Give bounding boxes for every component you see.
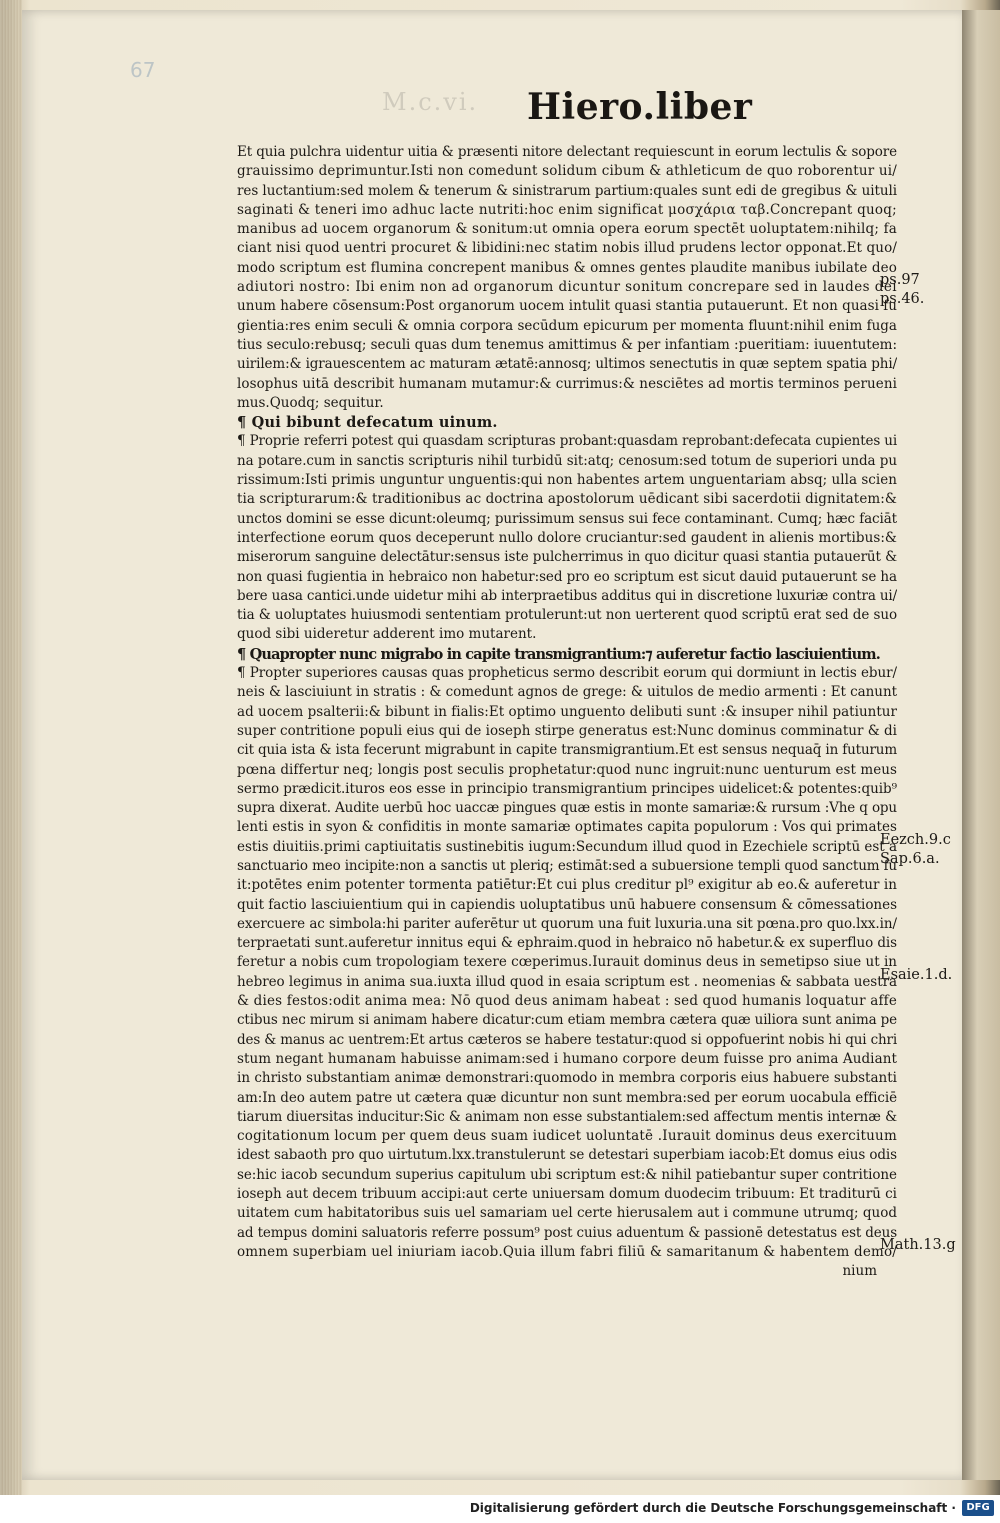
text-line: saginati & teneri imo adhuc lacte nutriti:hoc enim significat μοσχάρια ταβ.Concrepant quoq;	[237, 201, 897, 218]
text-line: pœna differtur neq; longis post seculis prophetatur:quod nunc ingruit:nunc uenturum est meus	[237, 761, 897, 778]
text-line: se:hic iacob secundum superius capitulum ubi scriptum est:& nihil patiebantur super contritione	[237, 1166, 897, 1183]
dfg-logo: DFG	[962, 1500, 994, 1516]
text-line: am:In deo autem patre ut cætera quæ dicuntur non sunt membra:sed per eorum uocabula efficiē	[237, 1089, 897, 1106]
text-column	[237, 143, 897, 1282]
text-line: sanctuario meo incipite:non a sanctis ut pleriq; estimāt:sed a subuersione templi quod sanctum fu	[237, 857, 897, 874]
text-line: it:potētes enim potenter tormenta patiētur:Et cui plus creditur pl⁹ exigitur ab eo.& auferetur in	[237, 877, 897, 894]
text-line: exercuere ac simbola:hi pariter auferētur ut quorum una fuit luxuria.una sit pœna.pro quo.lxx.in/	[237, 915, 897, 932]
catchword: nium	[842, 1263, 877, 1280]
text-line: cogitationum locum per quem deus suam iudicet uoluntatē .Iurauit dominus deus exercituum	[237, 1128, 897, 1145]
text-line: tia scripturarum:& traditionibus ac doctrina apostolorum uēdicant sibi sacerdotii dignitatem:&	[237, 491, 897, 508]
text-line: mus.Quodq; sequitur.	[237, 394, 384, 411]
bleed-through-header: M.c.vi.	[382, 88, 479, 116]
text-line: omnem superbiam uel iniuriam iacob.Quia illum fabri filiū & samaritanum & habentem demo/	[237, 1243, 897, 1260]
text-line: unum habere cōsensum:Post organorum uocem intulit quasi stantia putauerunt. Et non quasi fu	[237, 298, 897, 315]
running-head: Hiero.liber	[527, 86, 753, 128]
text-line: unctos domini se esse dicunt:oleumq; purissimum sensus sui fece contaminant. Cumq; hæc faciāt	[237, 510, 897, 527]
text-line: tius seculo:rebusq; seculi quas dum tenemus amittimus & per infantiam :pueritiam: iuuentutem:	[237, 336, 897, 353]
section-heading: ¶ Quapropter nunc migrabo in capite transmigrantium:⁊ auferetur factio lasciuientium.	[237, 645, 880, 663]
text-line: super contritione populi eius qui de ioseph stirpe generatus est:Nunc dominus comminatur & di	[237, 722, 897, 739]
text-line: interfectione eorum quos deceperunt nullo dolore cruciantur:sed gaudent in alienis mortibus:&	[237, 529, 897, 546]
text-line: uitatem cum habitatoribus suis uel samariam uel certe hierusalem aut i commune utrumq; quod	[237, 1205, 897, 1222]
text-line: bere uasa cantici.unde uidetur mihi ab interpraetibus additus qui in discretione luxuriæ contra ui/	[237, 587, 897, 604]
text-line: lenti estis in syon & confiditis in monte samariæ optimates capita populorum : Vos qui primates	[237, 819, 897, 836]
text-line: miserorum sanguine delectātur:sensus iste pulcherrimus in quo dicitur quasi stantia putauerūt &	[237, 549, 897, 566]
text-line: ctibus nec mirum si animam habere dicatur:cum etiam membra cætera quæ uiliora sunt anima pe	[237, 1012, 897, 1029]
text-line: losophus uitā describit humanam mutamur:& currimus:& nesciētes ad mortis terminos perueni	[237, 375, 897, 392]
page-edges-left	[0, 0, 22, 1495]
margin-reference: Esaie.1.d.	[880, 966, 953, 983]
text-line: modo scriptum est flumina concrepent manibus & omnes gentes plaudite manibus iubilate deo	[237, 259, 897, 276]
text-line: in christo substantiam animæ demonstrari:quomodo in membra corporis eius habuere substanti	[237, 1070, 897, 1087]
text-line: ad uocem psalterii:& bibunt in fialis:Et optimo unguento delibuti sunt :& insuper nihil patiuntur	[237, 703, 897, 720]
text-line: stum negant humanam habuisse animam:sed i humano corpore deum fuisse pro anima Audiant	[237, 1050, 897, 1067]
text-line: rissimum:Isti primis unguntur unguentis:qui non habentes artem unguentariam absq; ulla scien	[237, 472, 897, 489]
text-line: ad tempus domini saluatoris referre possum⁹ post cuius aduentum & passionē detestatus est deus	[237, 1224, 897, 1241]
margin-reference: Eezch.9.c	[880, 831, 951, 848]
text-line: sermo prædicit.ituros eos esse in principio transmigrantium principes uidelicet:& potentes:quib⁹	[237, 780, 897, 797]
margin-reference: Sap.6.a.	[880, 851, 940, 868]
text-line: quit factio lasciuientium qui in capiendis uoluptatibus unū habuere consensum & cōmessationes	[237, 896, 897, 913]
text-line: na potare.cum in sanctis scripturis nihil turbidū sit:atq; cenosum:sed totum de superiori unda pu	[237, 452, 897, 469]
funding-credit: Digitalisierung gefördert durch die Deutsche Forschungsgemeinschaft ·	[469, 1501, 956, 1515]
text-line: ¶ Propter superiores causas quas propheticus sermo describit eorum qui dormiunt in lectis ebur/	[237, 665, 897, 682]
text-line: Et quia pulchra uidentur uitia & præsenti nitore delectant requiescunt in eorum lectulis & sopore	[237, 144, 897, 160]
text-line: tiarum diuersitas inducitur:Sic & animam non esse substantialem:sed affectum mentis internæ &	[237, 1108, 897, 1125]
corner-folio-mark: 67	[130, 58, 156, 82]
text-line: uirilem:& igrauescentem ac maturam ætatē:annosq; ultimos senectutis in quæ septem spatia phi/	[237, 356, 897, 373]
text-line: adiutori nostro: Ibi enim non ad organorum dicuntur sonitum concrepare sed in laudes dei	[237, 279, 897, 296]
text-line: cit quia ista & ista fecerunt migrabunt in capite transmigrantium.Et est sensus nequaq̄ in futurum	[237, 742, 897, 759]
text-line: non quasi fugientia in hebraico non habetur:sed pro eo scriptum est sicut dauid putauerunt se ha	[237, 568, 897, 585]
text-line: res luctantium:sed molem & tenerum & sinistrarum partium:quales sunt edi de gregibus & uituli	[237, 182, 897, 199]
text-line: grauissimo deprimuntur.Isti non comedunt solidum cibum & athleticum de quo roborentur ui/	[237, 163, 897, 180]
text-line: quod sibi uideretur adderent imo mutarent.	[237, 626, 537, 643]
text-line: supra dixerat. Audite uerbū hoc uaccæ pingues quæ estis in monte samariæ:& rursum :Vhe q opu	[237, 800, 897, 817]
text-line: ¶ Proprie referri potest qui quasdam scripturas probant:quasdam reprobant:defecata cupientes ui	[237, 433, 897, 450]
text-line: feretur a nobis cum tropologiam texere cœperimus.Iurauit dominus deus in semetipso siue ut in	[237, 954, 897, 971]
margin-reference: ps.46.	[880, 291, 925, 308]
text-line: gientia:res enim seculi & omnia corpora secūdum epicurum per momenta fluunt:nihil enim fuga	[237, 317, 897, 334]
text-line: & dies festos:odit anima mea: Nō quod deus animam habeat : sed quod humanis loquatur affe	[237, 993, 897, 1010]
text-line: terpraetati sunt.auferetur innitus equi & ephraim.quod in hebraico nō habetur.& ex superfluo dis	[237, 935, 897, 952]
text-line: hebreo legimus in anima sua.iuxta illud quod in esaia scriptum est . neomenias & sabbata uestra	[237, 973, 897, 990]
text-line: estis diuitiis.primi captiuitatis sustinebitis iugum:Secundum illud quod in Ezechiele scriptū est a	[237, 838, 897, 855]
text-line: des & manus ac uentrem:Et artus cæteros se habere testatur:quod si oppofuerint nobis hi qui chri	[237, 1031, 897, 1048]
text-line: ciant nisi quod uentri procuret & libidini:nec statim nobis illud prudens lector opponat.Et quo/	[237, 240, 897, 257]
footer-bar	[0, 1495, 1000, 1523]
margin-reference: ps.97	[880, 272, 920, 289]
text-line: idest sabaoth pro quo uirtutum.lxx.transtulerunt se detestari superbiam iacob:Et domus eius odis	[237, 1147, 897, 1164]
text-line: tia & uoluptates huiusmodi sententiam protulerunt:ut non uerterent quod scriptū erat sed de suo	[237, 607, 897, 624]
next-page-edge	[962, 10, 1000, 1480]
section-heading: ¶ Qui bibunt defecatum uinum.	[237, 414, 498, 432]
book-page	[22, 10, 970, 1480]
text-line: neis & lasciuiunt in stratis : & comedunt agnos de grege: & uitulos de medio armenti : Et canunt	[237, 684, 897, 701]
text-line: manibus ad uocem organorum & sonitum:ut omnia opera eorum spectēt uoluptatem:nihilq; fa	[237, 221, 897, 238]
text-line: ioseph aut decem tribuum accipi:aut certe uniuersam domum duodecim tribuum: Et traditurū ci	[237, 1186, 897, 1203]
margin-reference: Math.13.g	[880, 1237, 956, 1254]
